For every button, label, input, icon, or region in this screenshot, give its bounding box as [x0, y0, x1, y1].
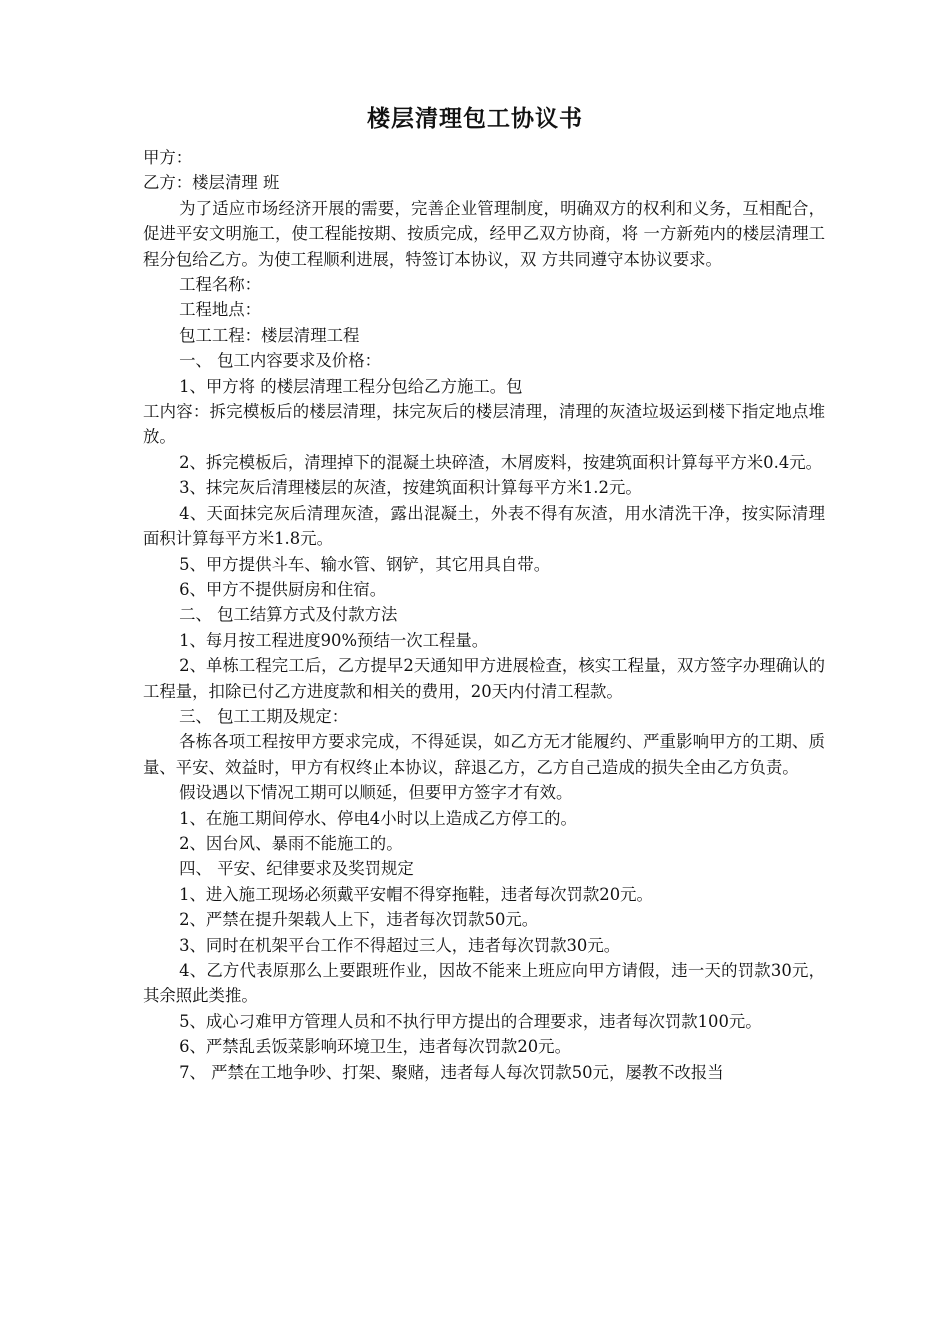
- section-heading-3: 三、 包工工期及规定：: [179, 706, 349, 726]
- clause-4-4: 4、乙方代表原那么上要跟班作业，因故不能来上班应向甲方请假，违一天的罚款30元，其余照此类推。: [143, 961, 825, 1006]
- clause-1-1: 1、甲方将 的楼层清理工程分包给乙方施工。包: [179, 376, 523, 396]
- section-heading-4: 四、 平安、纪律要求及奖罚规定: [179, 859, 414, 879]
- contract-work-line: 包工工程：楼层清理工程: [179, 325, 360, 345]
- clause-4-1: 1、进入施工现场必须戴平安帽不得穿拖鞋，违者每次罚款20元。: [179, 884, 653, 904]
- clause-1-6: 6、甲方不提供厨房和住宿。: [179, 579, 387, 599]
- preamble-paragraph: 为了适应市场经济开展的需要，完善企业管理制度，明确双方的权利和义务，互相配合，促进平安文明施工，使工程能按期、按质完成，经甲乙双方协商，将 一方新苑内的楼层清理工程分包给乙方。为使工程顺利进展，特签订本协议，双 方共同遵守本协议要求。: [143, 198, 825, 269]
- clause-1-4: 4、天面抹完灰后清理灰渣，露出混凝土，外表不得有灰渣，用水清洗干净，按实际清理面积计算每平方米1.8元。: [143, 503, 825, 549]
- section-heading-1: 一、 包工内容要求及价格：: [179, 351, 381, 371]
- party-b-line: 乙方：楼层清理 班: [143, 173, 280, 193]
- clause-1-1-content: 工内容：拆完模板后的楼层清理，抹完灰后的楼层清理，清理的灰渣垃圾运到楼下指定地点堆放。: [143, 402, 825, 447]
- clause-1-5: 5、甲方提供斗车、输水管、钢铲，其它用具自带。: [179, 554, 551, 574]
- document-title: 楼层清理包工协议书: [367, 106, 583, 132]
- clause-4-3: 3、同时在机架平台工作不得超过三人，违者每次罚款30元。: [179, 935, 621, 955]
- project-location-line: 工程地点：: [179, 300, 262, 320]
- clause-4-5: 5、成心刁难甲方管理人员和不执行甲方提出的合理要求，违者每次罚款100元。: [179, 1011, 762, 1031]
- clause-1-2: 2、拆完模板后，清理掉下的混凝土块碎渣，木屑废料，按建筑面积计算每平方米0.4元。: [179, 452, 823, 472]
- clause-3-extension: 假设遇以下情况工期可以顺延，但要甲方签字才有效。: [179, 783, 573, 803]
- clause-1-3: 3、抹完灰后清理楼层的灰渣，按建筑面积计算每平方米1.2元。: [179, 478, 642, 498]
- clause-2-1: 1、每月按工程进度90%预结一次工程量。: [179, 630, 489, 650]
- project-name-line: 工程名称：: [179, 275, 262, 295]
- clause-3-2: 2、因台风、暴雨不能施工的。: [179, 833, 403, 853]
- clause-3-1: 1、在施工期间停水、停电4小时以上造成乙方停工的。: [179, 808, 577, 828]
- section-heading-2: 二、 包工结算方式及付款方法: [179, 605, 398, 625]
- party-a-line: 甲方：: [143, 148, 193, 167]
- clause-4-7: 7、 严禁在工地争吵、打架、聚赌，违者每人每次罚款50元，屡教不改报当: [179, 1062, 724, 1082]
- clause-4-6: 6、严禁乱丢饭菜影响环境卫生，违者每次罚款20元。: [179, 1037, 571, 1057]
- clause-2-2: 2、单栋工程完工后，乙方提早2天通知甲方进展检查，核实工程量，双方签字办理确认的工程量，扣除已付乙方进度款和相关的费用，20天内付清工程款。: [143, 656, 825, 701]
- document-body: [143, 145, 825, 1085]
- clause-3-body: 各栋各项工程按甲方要求完成，不得延误，如乙方无才能履约、严重影响甲方的工期、质量、平安、效益时，甲方有权终止本协议，辞退乙方，乙方自己造成的损失全由乙方负责。: [143, 732, 825, 777]
- clause-4-2: 2、严禁在提升架载人上下，违者每次罚款50元。: [179, 910, 539, 930]
